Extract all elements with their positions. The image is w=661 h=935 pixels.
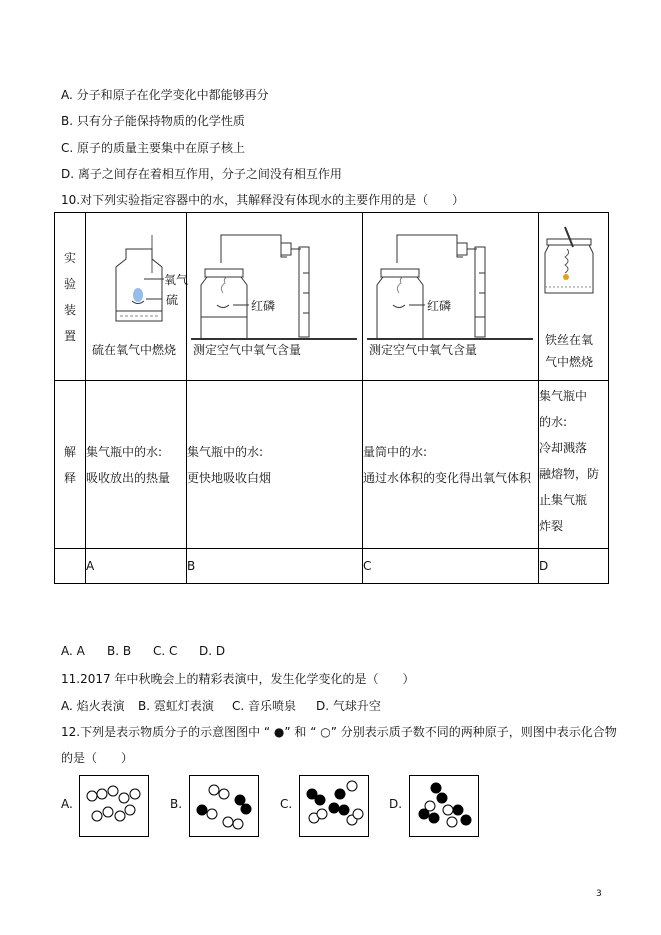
label-red-phosphorus-c: 红磷 — [427, 299, 452, 313]
apparatus-b — [187, 213, 363, 381]
molecule-box-a — [79, 775, 149, 837]
letter-d: D — [539, 549, 609, 584]
page-number: 3 — [596, 889, 602, 899]
q12-label-b: B. — [170, 797, 183, 811]
phosphorus-apparatus-b — [187, 213, 361, 343]
iron-wire-bottle-diagram — [539, 213, 607, 303]
q10-answer-c: C. C — [153, 644, 178, 658]
q10-answer-d: D. D — [199, 644, 226, 658]
explanation-b: 集气瓶中的水: 更快地吸收白烟 — [187, 381, 363, 549]
q12-label-c: C. — [280, 797, 293, 811]
phosphorus-apparatus-c — [363, 213, 537, 343]
molecule-box-d — [409, 775, 479, 837]
experiment-table — [54, 212, 609, 584]
caption-c: 测定空气中氧气含量 — [369, 343, 478, 357]
option-d: D. 离子之间存在着相互作用，分子之间没有相互作用 — [61, 167, 342, 181]
apparatus-a — [86, 213, 187, 381]
q10-answer-b: B. B — [107, 644, 132, 658]
letter-b: B — [187, 549, 363, 584]
caption-b: 测定空气中氧气含量 — [193, 343, 302, 357]
molecule-diagram-d — [410, 776, 478, 836]
q10-stem: 10.对下列实验指定容器中的水，其解释没有体现水的主要作用的是（ ） — [61, 193, 465, 207]
label-oxygen: 氧气 — [164, 273, 189, 287]
q11-option-b: B. 霓虹灯表演 — [138, 699, 214, 713]
caption-a: 硫在氧气中燃烧 — [92, 343, 177, 357]
molecule-diagram-b — [190, 776, 258, 836]
row-header-letter — [55, 549, 86, 584]
row-header-explanation: 解 释 — [55, 381, 86, 549]
q12-stem-line1: 12.下列是表示物质分子的示意图图中 “ ●” 和 “ ○” 分别表示质子数不同的两种原子，则图中表示化合物 — [61, 725, 617, 739]
molecule-box-b — [189, 775, 259, 837]
letter-c: C — [363, 549, 539, 584]
explanation-d: 集气瓶中 的水: 冷却溅落 融熔物，防 止集气瓶 炸裂 — [539, 381, 609, 549]
letter-a: A — [86, 549, 187, 584]
q11-option-d: D. 气球升空 — [316, 699, 381, 713]
q11-option-c: C. 音乐喷泉 — [232, 699, 297, 713]
molecule-diagram-a — [80, 776, 148, 836]
molecule-diagram-c — [300, 776, 368, 836]
option-a: A. 分子和原子在化学变化中都能够再分 — [61, 88, 269, 102]
explanation-c: 量筒中的水: 通过水体积的变化得出氧气体积 — [363, 381, 539, 549]
caption-d: 铁丝在氧 气中燃烧 — [545, 333, 594, 369]
q10-answer-a: A. A — [61, 644, 85, 658]
apparatus-d — [539, 213, 609, 381]
option-c: C. 原子的质量主要集中在原子核上 — [61, 141, 246, 155]
row-header-apparatus: 实 验 装 置 — [55, 213, 86, 381]
label-red-phosphorus-b: 红磷 — [251, 299, 276, 313]
q12-stem-line2: 的是（ ） — [61, 751, 134, 765]
q12-label-d: D. — [389, 797, 403, 811]
apparatus-c — [363, 213, 539, 381]
q11-stem: 11.2017 年中秋晚会上的精彩表演中，发生化学变化的是（ ） — [61, 672, 415, 686]
q11-option-a: A. 焰火表演 — [61, 699, 125, 713]
q12-label-a: A. — [61, 797, 73, 811]
explanation-a: 集气瓶中的水: 吸收放出的热量 — [86, 381, 187, 549]
option-b: B. 只有分子能保持物质的化学性质 — [61, 114, 245, 128]
label-sulfur: 硫 — [166, 293, 179, 307]
molecule-box-c — [299, 775, 369, 837]
